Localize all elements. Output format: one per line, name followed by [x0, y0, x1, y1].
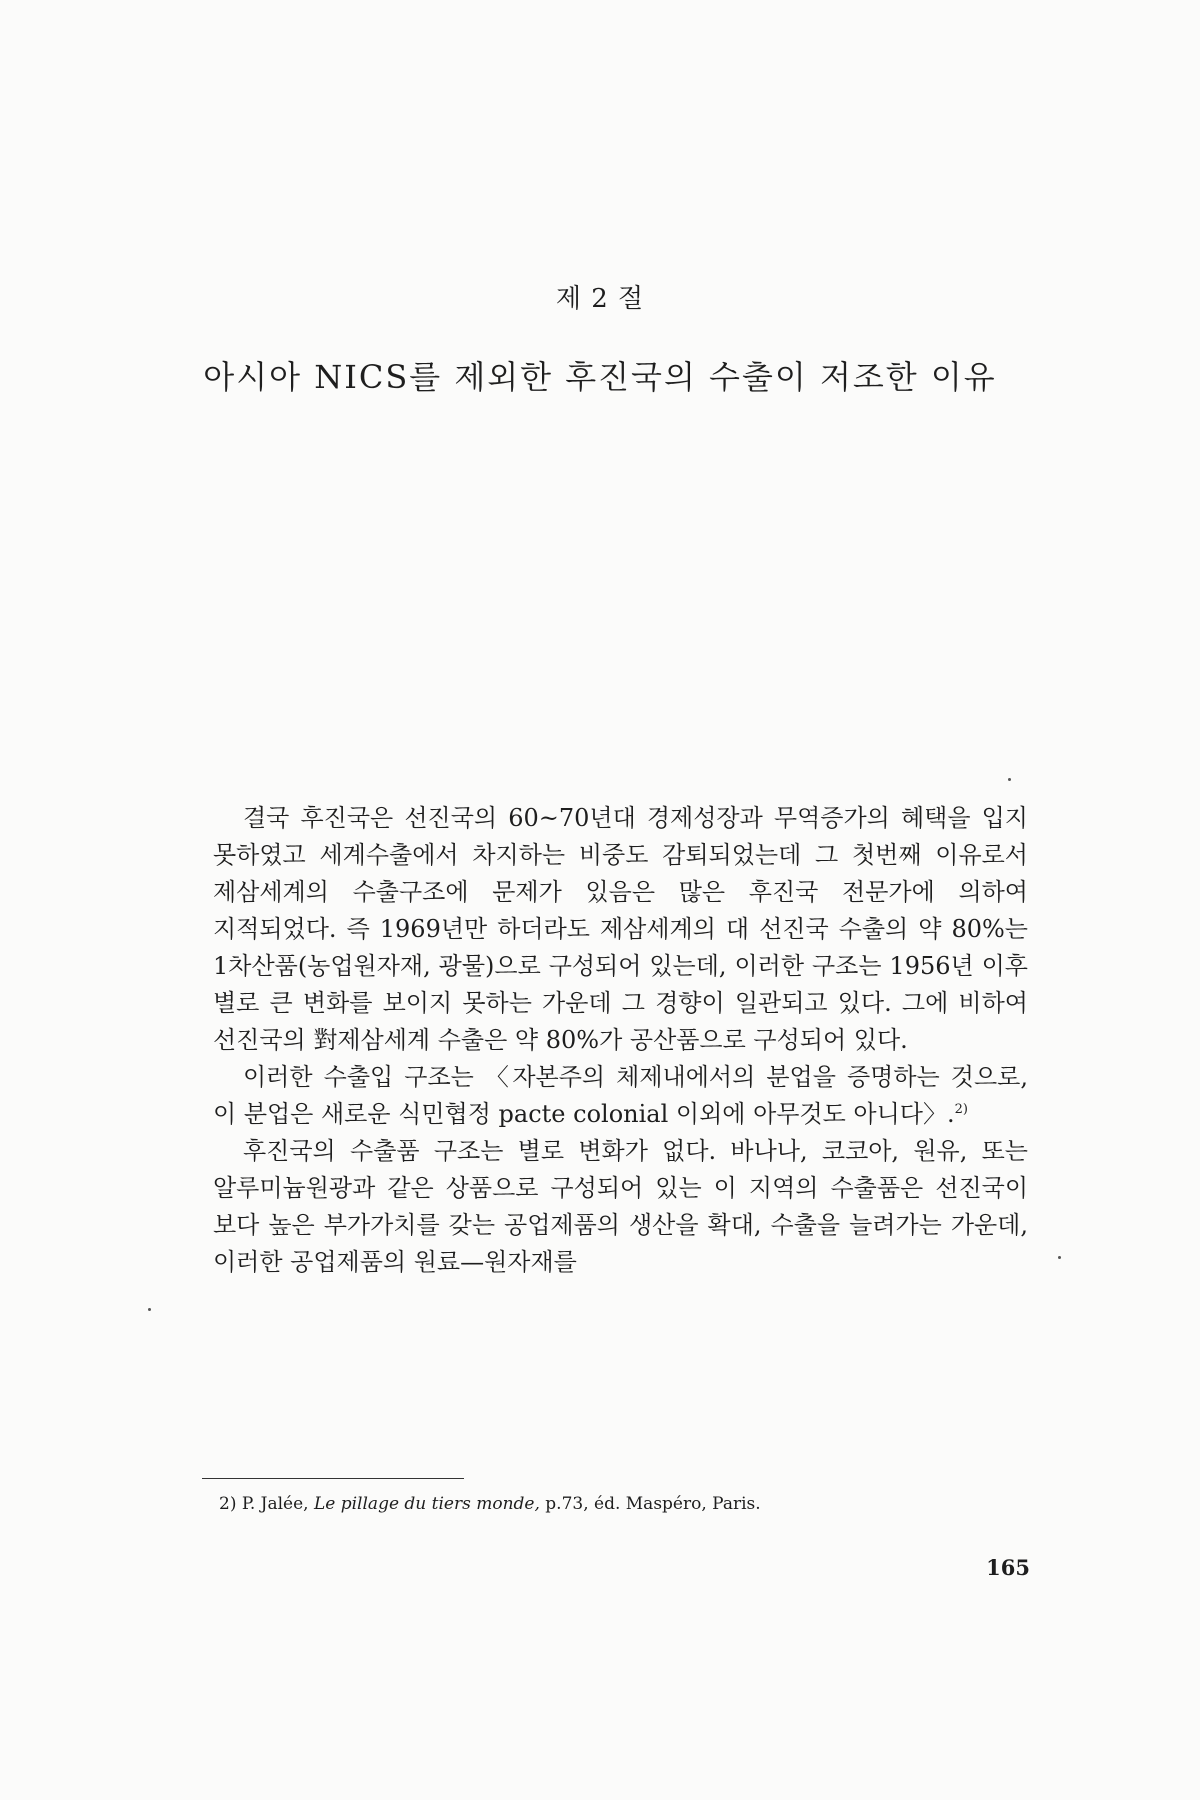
page-number: 165: [986, 1555, 1030, 1580]
section-number: 제 2 절: [555, 284, 645, 314]
scan-speck: [1008, 778, 1011, 781]
footnote: [219, 1492, 1039, 1516]
footnote-divider: [202, 1478, 464, 1479]
scan-speck: [1058, 1256, 1061, 1259]
paragraph-3: 후진국의 수출품 구조는 별로 변화가 없다. 바나나, 코코아, 원유, 또는 알루미늄원광과 같은 상품으로 구성되어 있는 이 지역의 수출품은 선진국이 보다 높은 부가가치를 갖는 공업제품의 생산을 확대, 수출을 늘려가는 가운데, 이러한 공업제품의 원료—원자재를: [213, 1137, 1028, 1276]
section-title: 아시아 NICS를 제외한 후진국의 수출이 저조한 이유: [203, 358, 997, 396]
footnote-work-title: Le pillage du tiers monde,: [313, 1494, 540, 1514]
paragraph-2-text: 이러한 수출입 구조는 〈자본주의 체제내에서의 분업을 증명하는 것으로, 이 분업은 새로운 식민협정 pacte colonial 이외에 아무것도 아니다〉.: [213, 1063, 1028, 1128]
footnote-reference: 2): [954, 1102, 968, 1117]
paragraph-1: 결국 후진국은 선진국의 60~70년대 경제성장과 무역증가의 혜택을 입지 못하였고 세계수출에서 차지하는 비중도 감퇴되었는데 그 첫번째 이유로서 제삼세계의 수출구조에 문제가 있음은 많은 후진국 전문가에 의하여 지적되었다. 즉 1969년만 하더라도 제삼세계의 대 선진국 수출의 약 80%는 1차산품(농업원자재, 광물)으로 구성되어 있는데, 이러한 구조는 1956년 이후 별로 큰 변화를 보이지 못하는 가운데 그 경향이 일관되고 있다. 그에 비하여 선진국의 對제삼세계 수출은 약 80%가 공산품으로 구성되어 있다.: [213, 804, 1028, 1054]
footnote-author: P. Jalée,: [241, 1494, 309, 1514]
paragraph-2: [213, 1059, 1028, 1133]
scan-speck: [148, 1308, 151, 1311]
body-text: [213, 800, 1028, 1281]
footnote-details: p.73, éd. Maspéro, Paris.: [545, 1494, 761, 1514]
footnote-number: 2): [219, 1494, 237, 1514]
